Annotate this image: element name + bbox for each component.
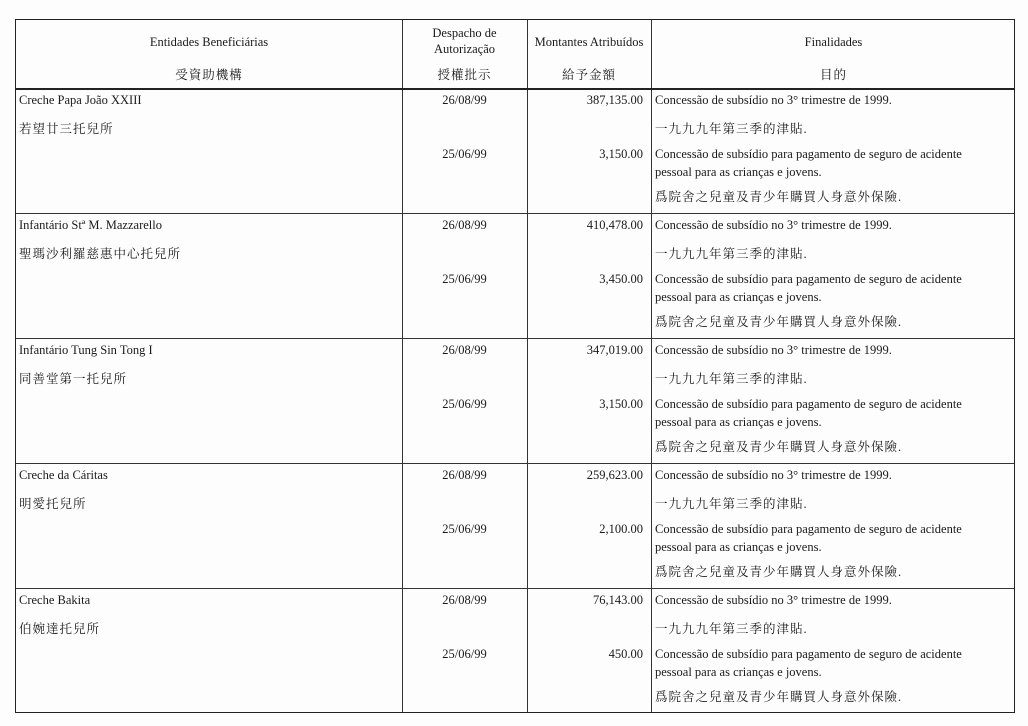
grant-date: 25/06/99: [442, 647, 487, 661]
grant-date: 26/08/99: [442, 93, 487, 107]
grant-purpose-zh: 爲院舍之兒童及青少年購買人身意外保險.: [655, 690, 903, 704]
grant-purpose-pt: Concessão de subsídio no 3° trimestre de 1999.: [655, 468, 892, 482]
grant-amount: 347,019.00: [586, 343, 643, 357]
grant-purpose-zh: 爲院舍之兒童及青少年購買人身意外保險.: [655, 565, 903, 579]
entity-name-zh: 同善堂第一托兒所: [19, 372, 128, 386]
grant-purpose-pt: Concessão de subsídio para pagamento de seguro de acidente: [655, 397, 962, 411]
grant-purpose-pt: Concessão de subsídio para pagamento de seguro de acidente: [655, 147, 962, 161]
grant-amount: 387,135.00: [586, 93, 643, 107]
grant-amount: 3,150.00: [599, 147, 643, 161]
grant-purpose-zh: 一九九九年第三季的津貼.: [655, 622, 808, 636]
grant-date: 26/08/99: [442, 343, 487, 357]
header-montantes-pt: Montantes Atribuídos: [534, 35, 644, 49]
grant-date: 26/08/99: [442, 468, 487, 482]
grant-purpose-zh: 爲院舍之兒童及青少年購買人身意外保險.: [655, 315, 903, 329]
header-montantes-zh: 給予金額: [561, 68, 616, 82]
row-divider: [16, 338, 1014, 339]
row-divider: [16, 213, 1014, 214]
header-entities-zh: 受資助機構: [175, 68, 243, 82]
grant-amount: 3,150.00: [599, 397, 643, 411]
entity-name-pt: Infantário Stª M. Mazzarello: [19, 218, 162, 232]
grant-purpose-zh: 一九九九年第三季的津貼.: [655, 497, 808, 511]
grant-purpose-pt-cont: pessoal para as crianças e jovens.: [655, 165, 822, 179]
grant-purpose-pt-cont: pessoal para as crianças e jovens.: [655, 665, 822, 679]
grant-date: 25/06/99: [442, 272, 487, 286]
header-despacho-pt-1: Despacho de: [432, 26, 497, 40]
header-finalidades-zh: 目的: [819, 68, 847, 82]
grant-amount: 410,478.00: [586, 218, 643, 232]
grant-purpose-pt: Concessão de subsídio para pagamento de seguro de acidente: [655, 647, 962, 661]
grant-amount: 259,623.00: [586, 468, 643, 482]
row-divider: [16, 463, 1014, 464]
grant-purpose-zh: 爲院舍之兒童及青少年購買人身意外保險.: [655, 440, 903, 454]
grant-date: 26/08/99: [442, 218, 487, 232]
row-divider: [16, 588, 1014, 589]
grant-purpose-zh: 一九九九年第三季的津貼.: [655, 372, 808, 386]
subsidy-table: [15, 19, 1015, 713]
entity-name-pt: Creche da Cáritas: [19, 468, 108, 482]
header-despacho-pt-2: Autorização: [433, 42, 496, 56]
grant-date: 25/06/99: [442, 522, 487, 536]
grant-amount: 3,450.00: [599, 272, 643, 286]
entity-name-zh: 聖瑪沙利羅慈惠中心托兒所: [19, 247, 182, 261]
column-divider: [651, 20, 652, 712]
grant-purpose-pt: Concessão de subsídio no 3° trimestre de 1999.: [655, 218, 892, 232]
grant-purpose-zh: 爲院舍之兒童及青少年購買人身意外保險.: [655, 190, 903, 204]
header-finalidades-pt: Finalidades: [804, 35, 863, 49]
grant-purpose-zh: 一九九九年第三季的津貼.: [655, 247, 808, 261]
grant-amount: 450.00: [608, 647, 643, 661]
column-divider: [402, 20, 403, 712]
header-entities-pt: Entidades Beneficiárias: [149, 35, 269, 49]
entity-name-pt: Infantário Tung Sin Tong I: [19, 343, 153, 357]
grant-purpose-pt-cont: pessoal para as crianças e jovens.: [655, 540, 822, 554]
grant-purpose-pt: Concessão de subsídio no 3° trimestre de 1999.: [655, 593, 892, 607]
grant-date: 25/06/99: [442, 147, 487, 161]
grant-purpose-pt-cont: pessoal para as crianças e jovens.: [655, 415, 822, 429]
entity-name-pt: Creche Papa João XXIII: [19, 93, 142, 107]
grant-purpose-pt: Concessão de subsídio para pagamento de seguro de acidente: [655, 522, 962, 536]
entity-name-zh: 若望廿三托兒所: [19, 122, 114, 136]
grant-purpose-pt: Concessão de subsídio no 3° trimestre de 1999.: [655, 93, 892, 107]
grant-purpose-pt: Concessão de subsídio no 3° trimestre de 1999.: [655, 343, 892, 357]
grant-purpose-pt: Concessão de subsídio para pagamento de seguro de acidente: [655, 272, 962, 286]
entity-name-zh: 伯婉達托兒所: [19, 622, 101, 636]
grant-date: 25/06/99: [442, 397, 487, 411]
grant-date: 26/08/99: [442, 593, 487, 607]
grant-amount: 2,100.00: [599, 522, 643, 536]
entity-name-pt: Creche Bakita: [19, 593, 91, 607]
header-despacho-zh: 授權批示: [437, 68, 492, 82]
header-rule: [16, 88, 1014, 90]
grant-purpose-zh: 一九九九年第三季的津貼.: [655, 122, 808, 136]
grant-amount: 76,143.00: [593, 593, 643, 607]
entity-name-zh: 明愛托兒所: [19, 497, 87, 511]
grant-purpose-pt-cont: pessoal para as crianças e jovens.: [655, 290, 822, 304]
column-divider: [527, 20, 528, 712]
